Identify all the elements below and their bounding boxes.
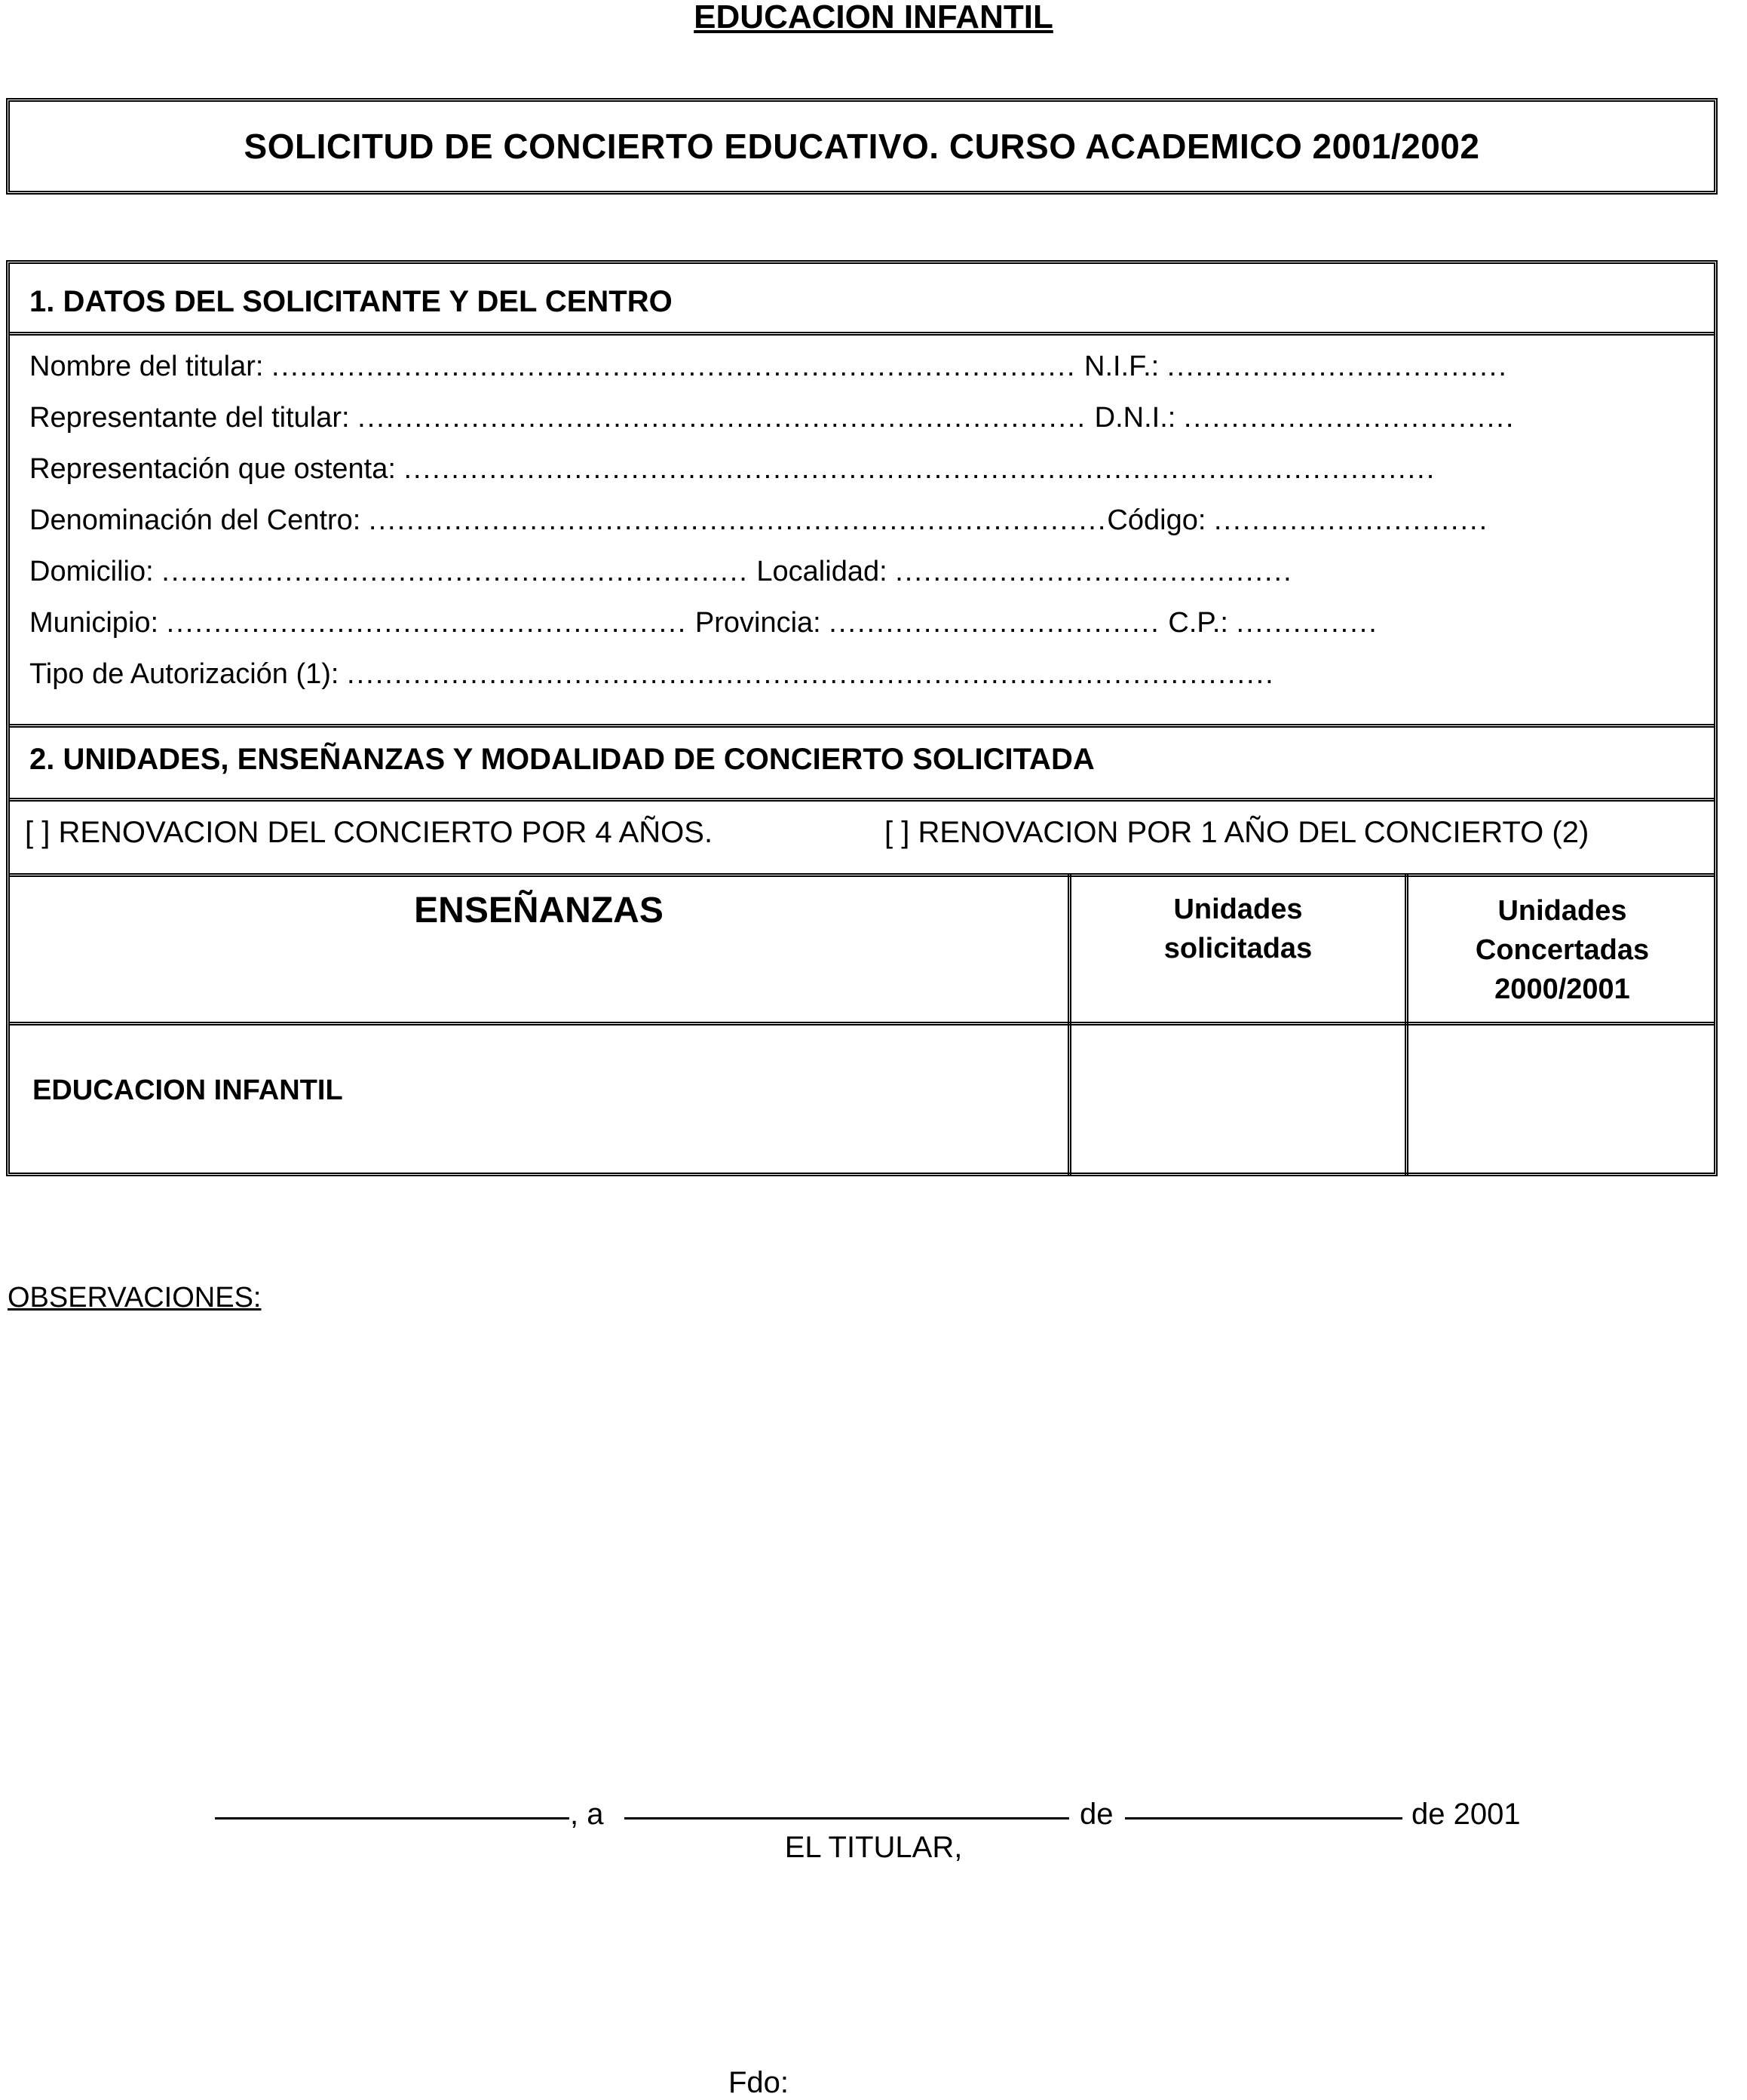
denominacion-dotted-field[interactable]: .............................................................................. [368,504,1108,536]
nif-dotted-field[interactable]: .................................... [1166,351,1508,382]
observaciones-label: OBSERVACIONES: [8,1282,262,1314]
table-header-concertadas [1408,891,1716,1009]
field-tipo-row [29,658,1275,691]
field-nombre-row [29,351,1508,383]
form-title: SOLICITUD DE CONCIERTO EDUCATIVO. CURSO ACADEMICO 2001/2002 [244,127,1480,166]
cp-label: C.P.: [1168,607,1228,639]
titular-label: EL TITULAR, [784,1831,963,1864]
tipo-label: Tipo de Autorización (1): [29,658,339,690]
tipo-dotted-field[interactable]: .................................................................................................. [347,658,1275,690]
sig-year-text: de 2001 [1411,1798,1521,1831]
month-blank-line[interactable] [1125,1817,1402,1819]
top-heading: EDUCACION INFANTIL [694,0,1053,35]
field-representacion-row [29,453,1436,486]
nombre-dotted-field[interactable]: ..................................................................................... [271,351,1077,382]
form-section-box [6,260,1718,1176]
section2-heading: 2. UNIDADES, ENSEÑANZAS Y MODALIDAD DE CONCIERTO SOLICITADA [29,743,1095,776]
provincia-label: Provincia: [694,607,821,639]
representante-dotted-field[interactable]: ............................................................................. [357,402,1087,434]
field-domicilio-row [29,556,1293,588]
field-denominacion-row [29,504,1488,537]
municipio-dotted-field[interactable]: ....................................................... [166,607,688,639]
cell-unidades-concertadas[interactable] [1410,1029,1712,1173]
option-renovacion-1-ano[interactable]: [ ] RENOVACION POR 1 AÑO DEL CONCIERTO (2) [884,816,1589,849]
localidad-dotted-field[interactable]: .......................................... [895,556,1293,587]
cell-unidades-solicitadas[interactable] [1073,1029,1403,1173]
localidad-label: Localidad: [756,556,887,587]
option-renovacion-4-anos[interactable]: [ ] RENOVACION DEL CONCIERTO POR 4 AÑOS. [25,816,713,849]
place-blank-line[interactable] [215,1817,569,1819]
header-concertadas-line2: Concertadas [1475,934,1650,966]
nif-label: N.I.F.: [1084,351,1160,382]
sig-a-text: , a [570,1798,604,1831]
denominacion-label: Denominación del Centro: [29,504,361,536]
sig-de-text: de [1080,1798,1114,1831]
table-top-border [10,873,1714,877]
day-blank-line[interactable] [624,1817,1069,1819]
header-concertadas-line3: 2000/2001 [1494,973,1630,1005]
header-concertadas-line1: Unidades [1497,895,1627,927]
representante-label: Representante del titular: [29,402,350,434]
nombre-label: Nombre del titular: [29,351,264,382]
table-header-ensenanzas: ENSEÑANZAS [414,891,664,930]
codigo-dotted-field[interactable]: ............................. [1213,504,1489,536]
table-header-solicitadas [1071,890,1405,968]
representacion-label: Representación que ostenta: [29,453,396,485]
section1-divider [10,332,1714,336]
provincia-dotted-field[interactable]: ................................... [829,607,1160,639]
municipio-label: Municipio: [29,607,159,639]
domicilio-dotted-field[interactable]: .............................................................. [161,556,749,587]
section2-divider [10,798,1714,802]
header-solicitadas-line2: solicitadas [1163,933,1313,964]
domicilio-label: Domicilio: [29,556,154,587]
field-municipio-row [29,607,1378,639]
cp-dotted-field[interactable]: ............... [1236,607,1378,639]
section2-divider-top [10,724,1714,728]
title-box [6,98,1718,195]
dni-dotted-field[interactable]: ................................... [1183,402,1516,434]
field-representante-row [29,402,1515,434]
header-solicitadas-line1: Unidades [1173,894,1303,925]
section1-heading: 1. DATOS DEL SOLICITANTE Y DEL CENTRO [29,285,673,318]
codigo-label: Código: [1107,504,1206,536]
dni-label: D.N.I.: [1094,402,1176,434]
fdo-label: Fdo: [728,2066,789,2099]
representacion-dotted-field[interactable]: ............................................................................................................. [403,453,1436,485]
table-row-label: EDUCACION INFANTIL [32,1075,343,1106]
table-header-divider [10,1022,1714,1025]
